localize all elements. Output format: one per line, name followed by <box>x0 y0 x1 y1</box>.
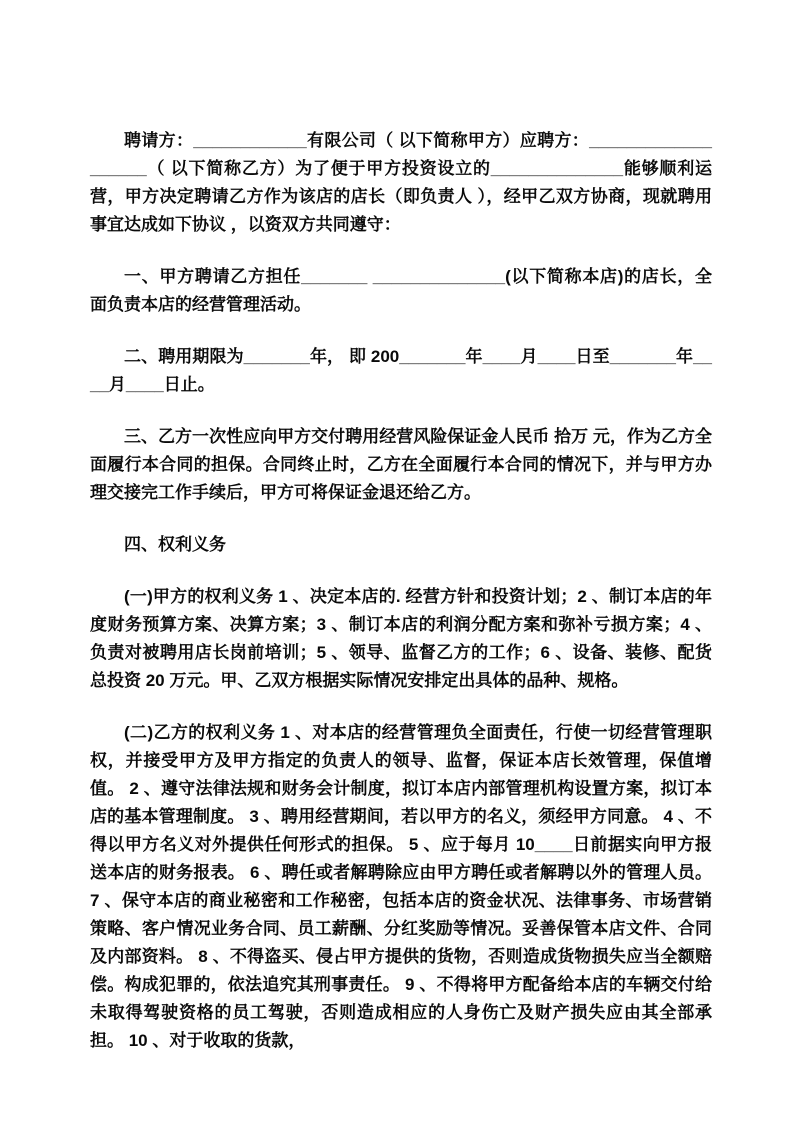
contract-paragraph: (一)甲方的权利义务 1 、决定本店的. 经营方针和投资计划；2 、制订本店的年度财务预算方案、决算方案；3 、制订本店的利润分配方案和弥补亏损方案；4 、负责对被聘用店长岗前培训；5 、领导、监督乙方的工作；6 、设备、装修、配货总投资 20 万元。甲、乙双方根据实际情况安排定出具体的品种、规格。 <box>90 587 712 690</box>
contract-paragraph: (二)乙方的权利义务 1 、对本店的经营管理负全面责任，行使一切经营管理职权，并接受甲方及甲方指定的负责人的领导、监督，保证本店长效管理，保值增值。 2 、遵守法律法规和财务会计制度，拟订本店内部管理机构设置方案，拟订本店的基本管理制度。 3 、聘用经营期间，若以甲方的名义，须经甲方同意。 4 、不得以甲方名义对外提供任何形式的担保。 5 、应于每月 10____日前据实向甲方报送本店的财务报表。 6 、聘任或者解聘除应由甲方聘任或者解聘以外的管理人员。 7 、保守本店的商业秘密和工作秘密，包括本店的资金状况、法律事务、市场营销策略、客户情况业务合同、员工薪酬、分红奖励等情况。妥善保管本店文件、合同及内部资料。 8 、不得盗买、侵占甲方提供的货物，否则造成货物损失应当全额赔偿。构成犯罪的，依法追究其刑事责任。 9 、不得将甲方配备给本店的车辆交付给未取得驾驶资格的员工驾驶，否则造成相应的人身伤亡及财产损失应由其全部承担。 10 、对于收取的货款， <box>90 723 712 1050</box>
contract-paragraph: 三、乙方一次性应向甲方交付聘用经营风险保证金人民币 拾万 元，作为乙方全面履行本合同的担保。合同终止时，乙方在全面履行本合同的情况下，并与甲方办理交接完工作手续后，甲方可将保证金退还给乙方。 <box>90 427 712 502</box>
contract-paragraph: 四、权利义务 <box>124 535 226 554</box>
contract-body <box>90 127 712 1055</box>
contract-paragraph: 聘请方：____________有限公司（ 以下简称甲方）应聘方：___________________（ 以下简称乙方）为了便于甲方投资设立的______________能够顺利运营，甲方决定聘请乙方作为该店的店长（即负责人 ），经甲乙双方协商，现就聘用事宜达成如下协议 ，以资双方共同遵守： <box>90 131 712 234</box>
contract-paragraph: 一、甲方聘请乙方担任_______ ______________(以下简称本店)的店长，全面负责本店的经营管理活动。 <box>90 267 712 314</box>
contract-paragraph: 二、聘用期限为_______年， 即 200_______年____月____日至_______年____月____日止。 <box>90 347 712 394</box>
